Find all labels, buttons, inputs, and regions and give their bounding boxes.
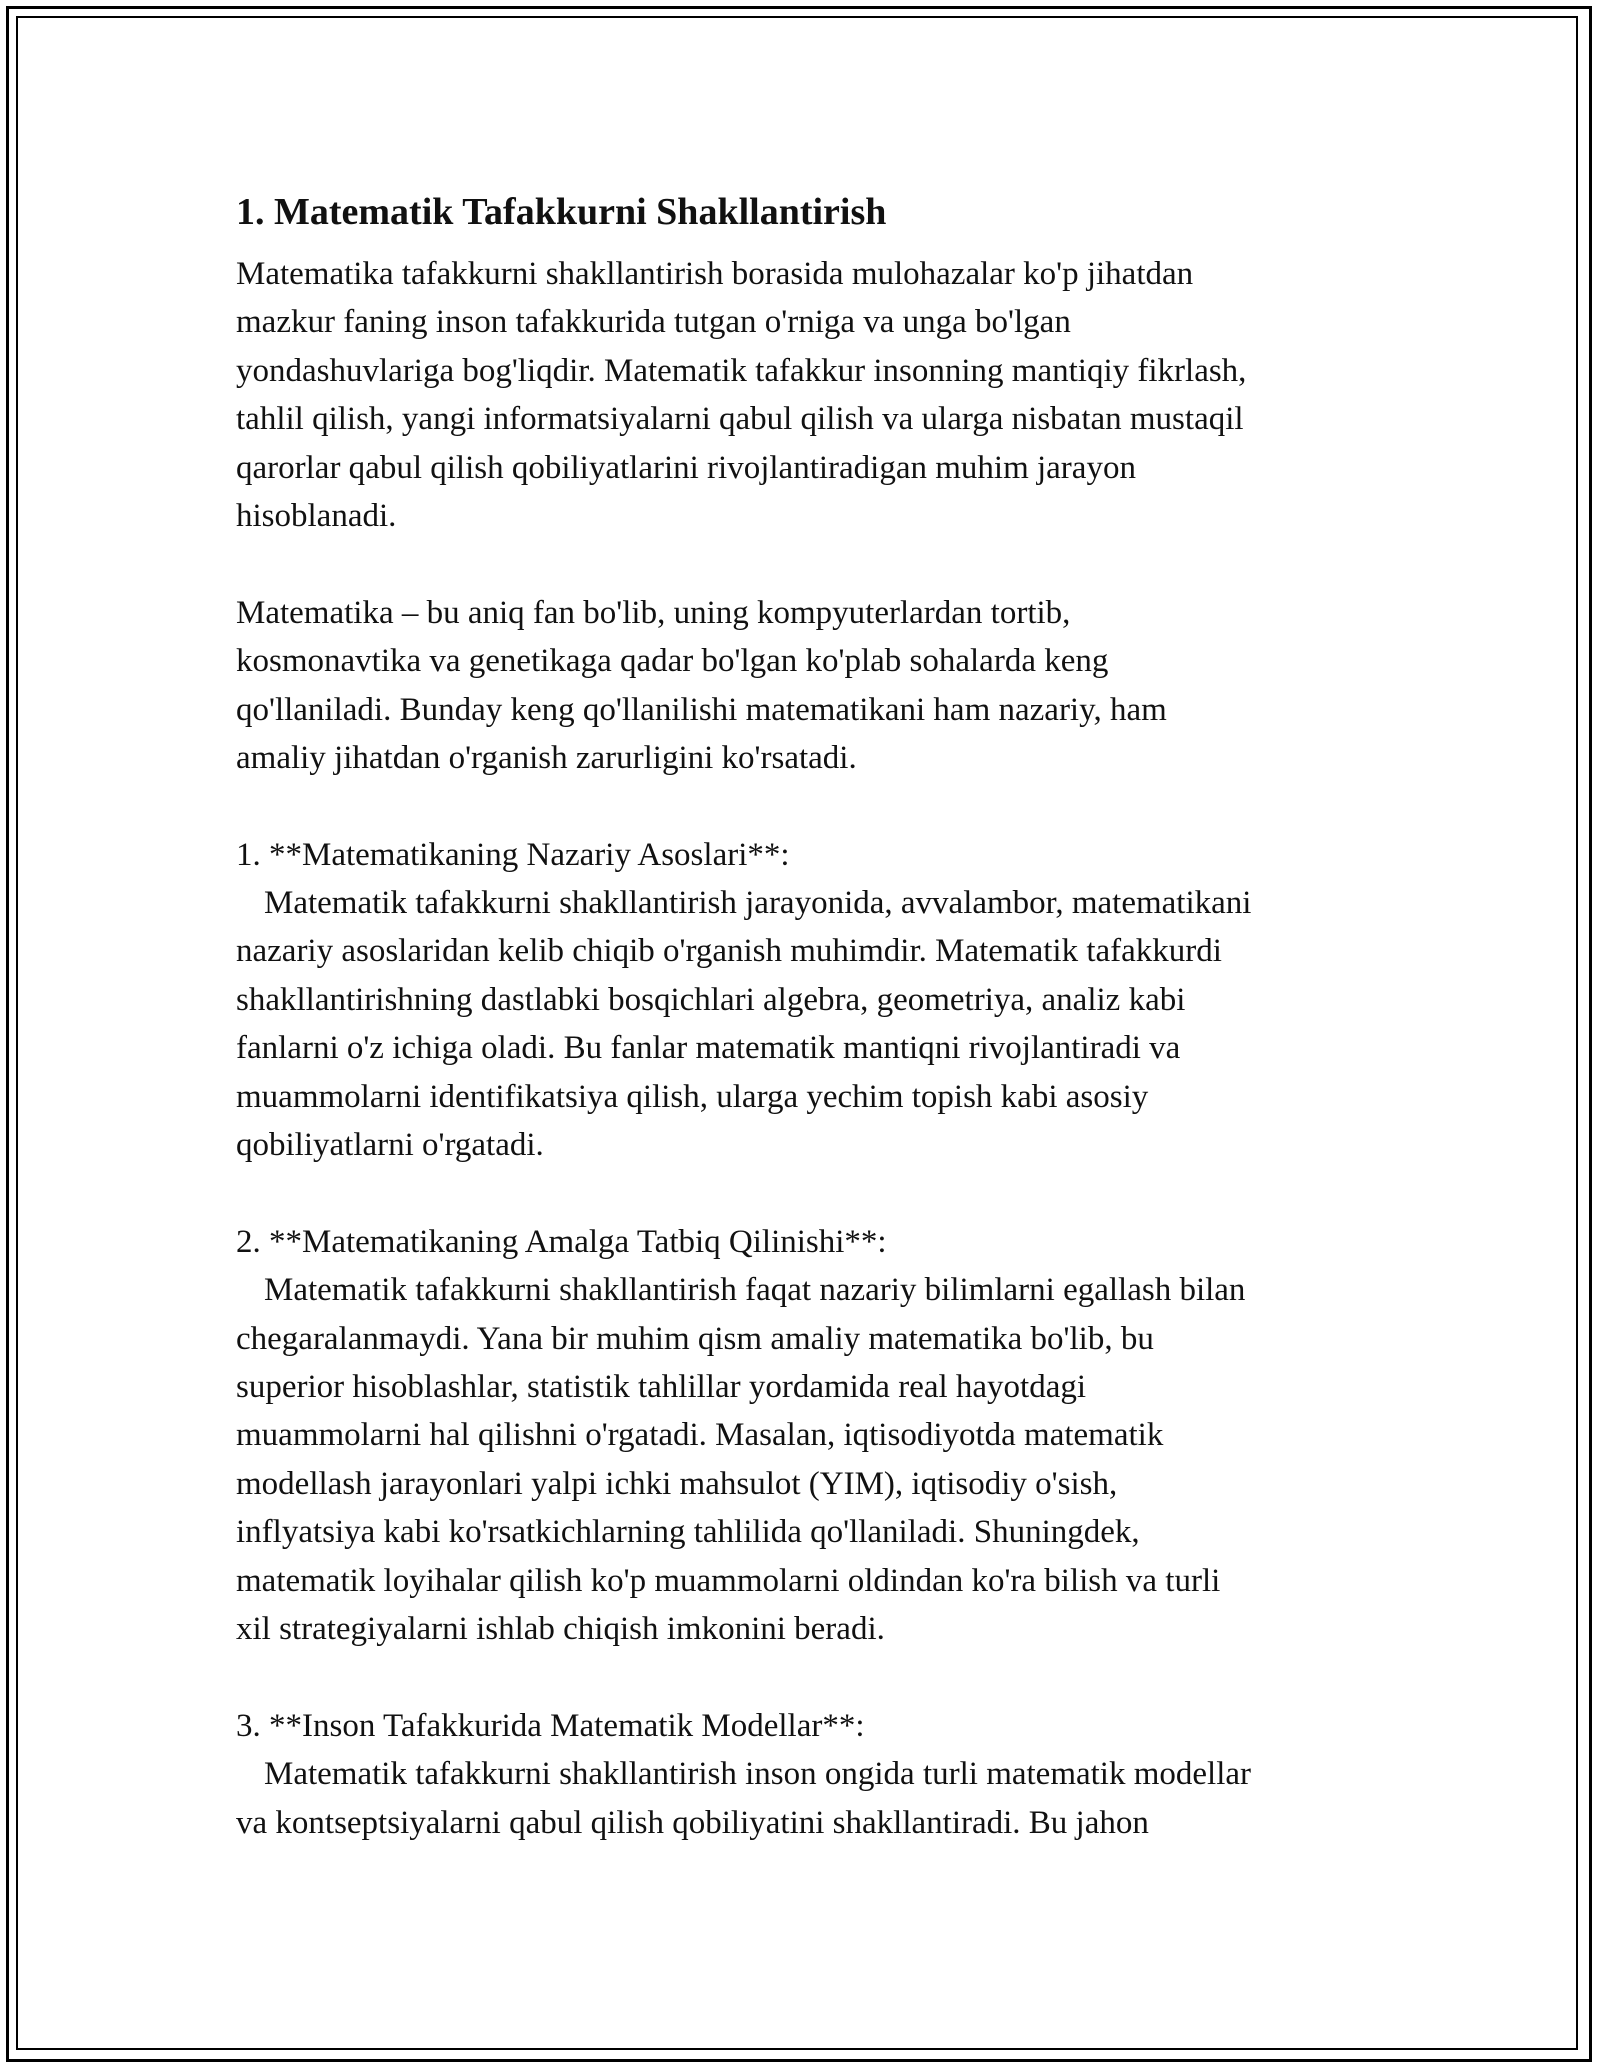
list-item-mathematical-models	[236, 1702, 1406, 1847]
text-line: chegaralanmaydi. Yana bir muhim qism amaliy matematika bo'lib, bu	[236, 1320, 1154, 1357]
text-line: qo'llaniladi. Bunday keng qo'llanilishi matematikani ham nazariy, ham	[236, 691, 1167, 728]
document-body	[236, 184, 1406, 1847]
text-line: fanlarni o'z ichiga oladi. Bu fanlar matematik mantiqni rivojlantiradi va	[236, 1030, 1181, 1067]
text-line: va kontseptsiyalarni qabul qilish qobiliyatini shakllantiradi. Bu jahon	[236, 1804, 1149, 1841]
paragraph-gap	[236, 1653, 1406, 1701]
text-line: nazariy asoslaridan kelib chiqib o'rganish muhimdir. Matematik tafakkurdi	[236, 933, 1222, 970]
text-line: yondashuvlariga bog'liqdir. Matematik tafakkur insonning mantiqiy fikrlash,	[236, 352, 1247, 389]
text-line: hisoblanadi.	[236, 497, 397, 534]
text-line: xil strategiyalarni ishlab chiqish imkonini beradi.	[236, 1610, 885, 1647]
list-item-title: 2. **Matematikaning Amalga Tatbiq Qilinishi**:	[236, 1223, 887, 1260]
text-line: mazkur faning inson tafakkurida tutgan o'rniga va unga bo'lgan	[236, 304, 1071, 341]
list-item-practical-application	[236, 1218, 1406, 1654]
text-line: kosmonavtika va genetikaga qadar bo'lgan ko'plab sohalarda keng	[236, 643, 1109, 680]
text-line: shakllantirishning dastlabki bosqichlari algebra, geometriya, analiz kabi	[236, 981, 1186, 1018]
paragraph-intro	[236, 250, 1406, 540]
text-line: Matematik tafakkurni shakllantirish faqat nazariy bilimlarni egallash bilan	[264, 1272, 1246, 1309]
text-line: Matematika tafakkurni shakllantirish borasida mulohazalar ko'p jihatdan	[236, 256, 1194, 292]
text-line: muammolarni hal qilishni o'rgatadi. Masalan, iqtisodiyotda matematik	[236, 1417, 1164, 1454]
text-line: superior hisoblashlar, statistik tahlillar yordamida real hayotdagi	[236, 1368, 1087, 1405]
list-item-theoretical-foundations	[236, 831, 1406, 1170]
text-line: muammolarni identifikatsiya qilish, ularga yechim topish kabi asosiy	[236, 1078, 1149, 1115]
text-line: qobiliyatlarni o'rgatadi.	[236, 1127, 544, 1164]
text-line: Matematika – bu aniq fan bo'lib, uning kompyuterlardan tortib,	[236, 594, 1071, 631]
text-line: Matematik tafakkurni shakllantirish inson ongida turli matematik modellar	[264, 1756, 1252, 1793]
paragraph-gap	[236, 1169, 1406, 1217]
text-line: tahlil qilish, yangi informatsiyalarni qabul qilish va ularga nisbatan mustaqil	[236, 401, 1244, 438]
list-item-title: 3. **Inson Tafakkurida Matematik Modellar**:	[236, 1707, 865, 1744]
text-line: Matematik tafakkurni shakllantirish jarayonida, avvalambor, matematikani	[264, 885, 1252, 922]
paragraph-gap	[236, 540, 1406, 588]
paragraph-gap	[236, 782, 1406, 830]
text-line: qarorlar qabul qilish qobiliyatlarini rivojlantiradigan muhim jarayon	[236, 449, 1136, 486]
text-line: matematik loyihalar qilish ko'p muammolarni oldindan ko'ra bilish va turli	[236, 1562, 1221, 1599]
section-heading: 1. Matematik Tafakkurni Shakllantirish	[236, 191, 887, 233]
list-item-title: 1. **Matematikaning Nazariy Asoslari**:	[236, 836, 790, 873]
paragraph-definition	[236, 589, 1406, 783]
text-line: amaliy jihatdan o'rganish zarurligini ko'rsatadi.	[236, 739, 857, 776]
text-line: inflyatsiya kabi ko'rsatkichlarning tahlilida qo'llaniladi. Shuningdek,	[236, 1514, 1140, 1551]
text-line: modellash jarayonlari yalpi ichki mahsulot (YIM), iqtisodiy o'sish,	[236, 1465, 1118, 1502]
